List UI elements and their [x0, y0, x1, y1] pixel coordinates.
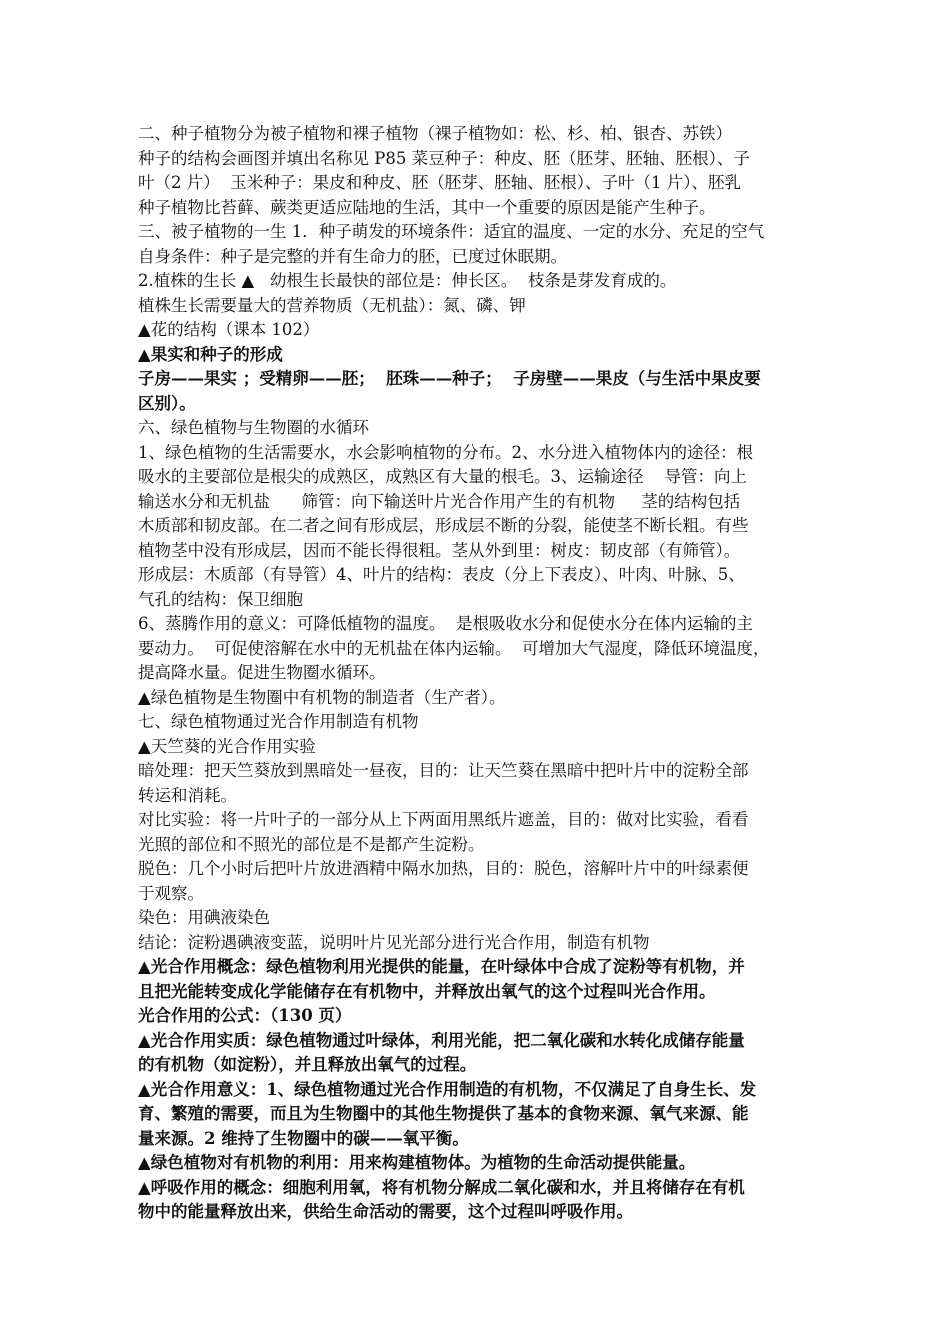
- text-line: ▲花的结构（课本 102）: [138, 320, 320, 339]
- text-line: 种子植物比苔藓、蕨类更适应陆地的生活，其中一个重要的原因是能产生种子。: [138, 197, 716, 217]
- text-line: 染色：用碘液染色: [138, 908, 270, 927]
- bold-text-line: 且把光能转变成化学能储存在有机物中，并释放出氧气的这个过程叫光合作用。: [138, 981, 716, 1001]
- text-line: 木质部和韧皮部。在二者之间有形成层，形成层不断的分裂，能使茎不断长粗。有些: [138, 516, 749, 535]
- bold-text-line: ▲呼吸作用的概念：细胞利用氧，将有机物分解成二氧化碳和水，并且将储存在有机: [138, 1177, 745, 1197]
- bold-text-line: 物中的能量释放出来，供给生命活动的需要，这个过程叫呼吸作用。: [138, 1202, 633, 1221]
- bold-text-line: 子房——果实 ；受精卵——胚； 胚珠——种子； 子房壁——果皮（与生活中果皮要: [138, 369, 761, 388]
- text-line: 种子的结构会画图并填出名称见 P85 菜豆种子：种皮、胚（胚芽、胚轴、胚根）、子: [138, 148, 750, 168]
- bold-text-line: 量来源。2 维持了生物圈中的碳——氧平衡。: [138, 1128, 469, 1148]
- bold-text-line: 的有机物（如淀粉），并且释放出氧气的过程。: [138, 1055, 477, 1074]
- text-line: 形成层：木质部（有导管）4、叶片的结构：表皮（分上下表皮）、叶肉、叶脉、5、: [138, 565, 745, 584]
- text-line: 1、绿色植物的生活需要水，水会影响植物的分布。2、水分进入植物体内的途径：根: [138, 442, 753, 462]
- bold-text-line: ▲光合作用概念：绿色植物利用光提供的能量，在叶绿体中合成了淀粉等有机物，并: [138, 957, 745, 976]
- bold-text-line: ▲光合作用实质：绿色植物通过叶绿体，利用光能，把二氧化碳和水转化成储存能量: [138, 1030, 745, 1050]
- text-line: 三、被子植物的一生 1．种子萌发的环境条件：适宜的温度、一定的水分、充足的空气: [138, 222, 765, 241]
- text-line: 植物茎中没有形成层，因而不能长得很粗。茎从外到里：树皮：韧皮部（有筛管）。: [138, 540, 741, 560]
- text-line: 七、绿色植物通过光合作用制造有机物: [138, 712, 419, 731]
- bold-text-line: 光合作用的公式：（130 页）: [138, 1006, 352, 1025]
- text-line: 于观察。: [138, 883, 204, 903]
- text-line: 结论：淀粉遇碘液变蓝，说明叶片见光部分进行光合作用，制造有机物: [138, 932, 650, 952]
- text-line: 自身条件：种子是完整的并有生命力的胚，已度过休眠期。: [138, 246, 567, 266]
- text-line: 2.植株的生长 ▲ 幼根生长最快的部位是：伸长区。 枝条是芽发育成的。: [138, 271, 677, 290]
- text-line: 气孔的结构：保卫细胞: [138, 589, 303, 609]
- text-line: 吸水的主要部位是根尖的成熟区，成熟区有大量的根毛。3、运输途径 导管：向上: [138, 467, 747, 486]
- text-line: 光照的部位和不照光的部位是不是都产生淀粉。: [138, 834, 485, 854]
- text-line: 要动力。 可促使溶解在水中的无机盐在体内运输。 可增加大气湿度，降低环境温度，: [138, 638, 770, 658]
- text-line: 脱色：几个小时后把叶片放进酒精中隔水加热，目的：脱色，溶解叶片中的叶绿素便: [138, 859, 749, 878]
- text-line: 对比实验：将一片叶子的一部分从上下两面用黑纸片遮盖，目的：做对比实验，看看: [138, 810, 749, 829]
- text-line: 暗处理：把天竺葵放到黑暗处一昼夜，目的：让天竺葵在黑暗中把叶片中的淀粉全部: [138, 761, 749, 780]
- bold-text-line: ▲光合作用意义：1、绿色植物通过光合作用制造的有机物，不仅满足了自身生长、发: [138, 1079, 757, 1099]
- bold-text-line: ▲果实和种子的形成: [138, 344, 283, 364]
- text-line: 六、绿色植物与生物圈的水循环: [138, 418, 369, 437]
- bold-text-line: 育、繁殖的需要，而且为生物圈中的其他生物提供了基本的食物来源、氧气来源、能: [138, 1104, 749, 1123]
- text-line: 转运和消耗。: [138, 785, 237, 805]
- text-line: 植株生长需要量大的营养物质（无机盐）：氮、磷、钾: [138, 295, 526, 315]
- document-page: [138, 122, 860, 1225]
- text-line: 输送水分和无机盐 筛管：向下输送叶片光合作用产生的有机物 茎的结构包括: [138, 491, 741, 511]
- text-line: 提高降水量。促进生物圈水循环。: [138, 663, 386, 682]
- text-line: 叶（2 片） 玉米种子：果皮和种皮、胚（胚芽、胚轴、胚根）、子叶（1 片）、胚乳: [138, 173, 741, 192]
- bold-text-line: 区别）。: [138, 393, 196, 413]
- bold-text-line: ▲绿色植物对有机物的利用：用来构建植物体。为植物的生命活动提供能量。: [138, 1153, 696, 1172]
- text-line: 6、蒸腾作用的意义：可降低植物的温度。 是根吸收水分和促使水分在体内运输的主: [138, 614, 753, 633]
- text-line: ▲天竺葵的光合作用实验: [138, 736, 316, 756]
- text-line: 二、种子植物分为被子植物和裸子植物（裸子植物如：松、杉、柏、银杏、苏铁）: [138, 124, 732, 143]
- text-line: ▲绿色植物是生物圈中有机物的制造者（生产者）。: [138, 687, 506, 707]
